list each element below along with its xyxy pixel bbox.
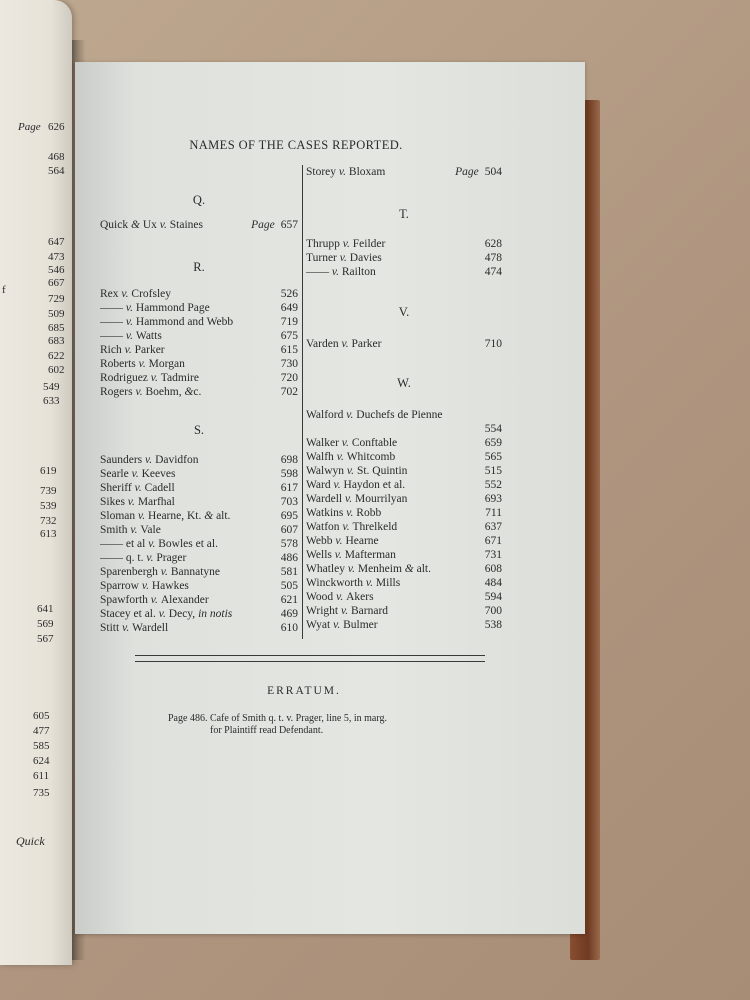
case-name: Rich v. Parker [100, 344, 165, 356]
case-name: Roberts v. Morgan [100, 358, 185, 370]
left-page-number: 569 [37, 618, 54, 630]
case-page-group [485, 576, 502, 590]
case-page-group [281, 371, 298, 385]
case-page-group [485, 506, 502, 520]
left-page-number: 685 [48, 322, 65, 334]
case-name: Walford v. Duchefs de Pienne [306, 409, 443, 421]
case-entry [306, 562, 502, 576]
case-page-group [281, 565, 298, 579]
case-name: Smith v. Vale [100, 524, 161, 536]
case-page-number: 657 [280, 219, 298, 231]
case-name: Walker v. Conftable [306, 437, 398, 449]
left-page-number: 549 [43, 381, 60, 393]
case-page-number: 581 [280, 566, 298, 578]
left-page-number: 729 [48, 293, 65, 305]
case-page-number: 671 [484, 535, 502, 547]
case-entry [100, 371, 298, 385]
case-page-group [281, 287, 298, 301]
case-page-number: 617 [280, 482, 298, 494]
case-page-number: 505 [280, 580, 298, 592]
left-page-catchword: Quick [16, 834, 45, 848]
case-page-number: 700 [484, 605, 502, 617]
case-page-number: 730 [280, 358, 298, 370]
case-name: Sloman v. Hearne, Kt. & alt. [100, 510, 231, 522]
case-entry [100, 579, 298, 593]
case-name: Varden v. Parker [306, 338, 382, 350]
case-entry [100, 315, 298, 329]
case-name: —— v. Hammond Page [100, 302, 210, 314]
case-name: Walwyn v. St. Quintin [306, 465, 408, 477]
case-page-group [455, 165, 502, 179]
case-entry [306, 450, 502, 464]
left-page-number: 567 [37, 633, 54, 645]
case-page-number: 711 [485, 507, 502, 519]
case-entry [306, 251, 502, 265]
section-letter: Q. [192, 193, 206, 207]
left-page-number: 735 [33, 787, 50, 799]
case-entry [100, 607, 298, 621]
case-page-group [485, 604, 502, 618]
case-page-group [281, 593, 298, 607]
left-page-number: 605 [33, 710, 50, 722]
case-page-number: 731 [484, 549, 502, 561]
case-name: Stacey et al. v. Decy, in notis [100, 608, 233, 620]
case-entry [100, 621, 298, 635]
left-page [0, 0, 72, 965]
case-name: Winckworth v. Mills [306, 577, 401, 589]
case-entry [306, 265, 502, 279]
left-page-number: 611 [33, 770, 50, 782]
case-page-number: 486 [280, 552, 298, 564]
case-page-number: 649 [280, 302, 298, 314]
case-page-group [281, 509, 298, 523]
case-page-group [281, 343, 298, 357]
case-entry [100, 218, 298, 232]
case-page-group [281, 467, 298, 481]
case-name: Wyat v. Bulmer [306, 619, 378, 631]
case-entry [100, 537, 298, 551]
case-page-group [485, 548, 502, 562]
case-page-number: 578 [280, 538, 298, 550]
section-letter: V. [398, 305, 410, 319]
case-name: Whatley v. Menheim & alt. [306, 563, 431, 575]
case-entry [100, 385, 298, 399]
left-page-number: 613 [40, 528, 57, 540]
section-letter: R. [193, 260, 205, 274]
case-page-number: 474 [484, 266, 502, 278]
left-page-number: 739 [40, 485, 57, 497]
case-page-group [281, 329, 298, 343]
case-name: Sparenbergh v. Bannatyne [100, 566, 220, 578]
case-page-number: 703 [280, 496, 298, 508]
case-entry [306, 464, 502, 478]
case-entry [306, 604, 502, 618]
case-entry [100, 329, 298, 343]
case-page-group [485, 562, 502, 576]
case-name: Ward v. Haydon et al. [306, 479, 406, 491]
case-page-group [485, 251, 502, 265]
erratum-heading: ERRATUM. [267, 685, 341, 697]
case-name: Quick & Ux v. Staines [100, 219, 203, 231]
case-name: —— v. Railton [306, 266, 376, 278]
case-page-group [485, 237, 502, 251]
section-letter: T. [399, 207, 409, 221]
case-name: Wardell v. Mourrilyan [306, 493, 408, 505]
case-page-number: 598 [280, 468, 298, 480]
case-page-number: 515 [484, 465, 502, 477]
case-name: —— v. Hammond and Webb [100, 316, 234, 328]
left-page-fragment: f [2, 284, 6, 296]
case-name: Watkins v. Robb [306, 507, 382, 519]
case-page-group [281, 385, 298, 399]
case-page-number: 526 [280, 288, 298, 300]
case-page-number: 675 [280, 330, 298, 342]
case-page-number: 637 [484, 521, 502, 533]
case-page-number: 554 [484, 423, 502, 435]
rule-lower [135, 661, 485, 662]
left-page-number: 473 [48, 251, 65, 263]
case-page-number: 702 [280, 386, 298, 398]
case-page-group [281, 523, 298, 537]
case-page-group [281, 301, 298, 315]
page-label: Page [251, 219, 275, 231]
case-page-number: 469 [280, 608, 298, 620]
left-page-number: 602 [48, 364, 65, 376]
case-name: —— v. Watts [100, 330, 162, 342]
page-label: Page [455, 166, 479, 178]
case-page-number: 719 [280, 316, 298, 328]
left-page-number: 564 [48, 165, 65, 177]
case-name: —— q. t. v. Prager [100, 552, 187, 564]
erratum-line-2: for Plaintiff read Defendant. [210, 725, 324, 736]
case-page-group [485, 436, 502, 450]
column-divider [302, 165, 303, 639]
case-page-group [485, 265, 502, 279]
case-page-number: 695 [280, 510, 298, 522]
case-entry [100, 565, 298, 579]
case-name: Wood v. Akers [306, 591, 374, 603]
case-page-number: 693 [484, 493, 502, 505]
case-page-number: 610 [280, 622, 298, 634]
case-entry [306, 590, 502, 604]
page-title: NAMES OF THE CASES REPORTED. [189, 138, 403, 152]
case-page-group [281, 607, 298, 621]
case-page-number: 659 [484, 437, 502, 449]
left-page-number: 641 [37, 603, 54, 615]
case-entry [306, 422, 502, 436]
case-entry [306, 408, 502, 422]
case-page-number: 628 [484, 238, 502, 250]
case-page-group [485, 534, 502, 548]
case-entry [100, 509, 298, 523]
left-page-number: 477 [33, 725, 50, 737]
case-name: Rex v. Crofsley [100, 288, 172, 300]
left-page-number: 468 [48, 151, 65, 163]
case-page-number: 608 [484, 563, 502, 575]
case-entry [100, 301, 298, 315]
rule-upper [135, 655, 485, 656]
case-entry [100, 523, 298, 537]
case-name: Sheriff v. Cadell [100, 482, 175, 494]
case-entry [306, 534, 502, 548]
case-page-number: 565 [484, 451, 502, 463]
case-entry [306, 506, 502, 520]
case-entry [100, 287, 298, 301]
case-page-number: 710 [484, 338, 502, 350]
case-name: Watfon v. Threlkeld [306, 521, 398, 533]
case-page-number: 621 [280, 594, 298, 606]
left-page-number: 667 [48, 277, 65, 289]
case-entry [100, 357, 298, 371]
case-name: Sparrow v. Hawkes [100, 580, 189, 592]
left-page-number: 647 [48, 236, 65, 248]
case-entry [100, 593, 298, 607]
case-name: Wells v. Mafterman [306, 549, 396, 561]
case-page-group [485, 450, 502, 464]
case-page-group [485, 590, 502, 604]
case-page-group [281, 357, 298, 371]
case-name: Thrupp v. Feilder [306, 238, 386, 250]
case-page-number: 552 [484, 479, 502, 491]
section-letter: S. [193, 423, 205, 437]
case-page-number: 504 [484, 166, 502, 178]
section-letter: W. [397, 376, 411, 390]
left-page-number: 509 [48, 308, 65, 320]
case-page-group [485, 337, 502, 351]
case-page-group [251, 218, 298, 232]
left-page-number: 633 [43, 395, 60, 407]
case-name: Spawforth v. Alexander [100, 594, 209, 606]
case-page-number: 538 [484, 619, 502, 631]
case-entry [100, 551, 298, 565]
case-entry [100, 453, 298, 467]
left-page-number: 546 [48, 264, 65, 276]
case-name: Rogers v. Boehm, &c. [100, 386, 202, 398]
case-name: Turner v. Davies [306, 252, 382, 264]
left-page-number: 683 [48, 335, 65, 347]
left-page-number: 585 [33, 740, 50, 752]
left-page-number: 626 [48, 121, 65, 133]
case-name: Walfh v. Whitcomb [306, 451, 396, 463]
left-page-number: 622 [48, 350, 65, 362]
case-entry [306, 492, 502, 506]
case-page-number: 594 [484, 591, 502, 603]
case-page-group [281, 495, 298, 509]
case-name: Stitt v. Wardell [100, 622, 169, 634]
case-page-group [281, 481, 298, 495]
case-name: Searle v. Keeves [100, 468, 176, 480]
case-entry [100, 495, 298, 509]
case-entry [306, 478, 502, 492]
case-page-group [485, 520, 502, 534]
case-page-number: 607 [280, 524, 298, 536]
erratum-line-1: Page 486. Cafe of Smith q. t. v. Prager, line 5, in marg. [168, 713, 388, 724]
case-name: Wright v. Barnard [306, 605, 389, 617]
left-page-label: Page [18, 121, 41, 133]
case-page-group [485, 618, 502, 632]
case-name: —— et al v. Bowles et al. [100, 538, 218, 550]
left-page-number: 619 [40, 465, 57, 477]
case-entry [306, 436, 502, 450]
case-name: Webb v. Hearne [306, 535, 379, 547]
case-page-group [281, 537, 298, 551]
case-page-group [485, 492, 502, 506]
case-page-group [281, 551, 298, 565]
case-entry [306, 165, 502, 179]
case-page-group [281, 579, 298, 593]
left-page-number: 539 [40, 500, 57, 512]
case-entry [306, 548, 502, 562]
case-entry [100, 343, 298, 357]
case-entry [100, 481, 298, 495]
case-entry [306, 337, 502, 351]
case-page-group [485, 478, 502, 492]
case-page-number: 698 [280, 454, 298, 466]
case-entry [306, 618, 502, 632]
case-entry [306, 520, 502, 534]
case-name: Storey v. Bloxam [306, 166, 386, 178]
case-page-number: 720 [280, 372, 298, 384]
case-name: Saunders v. Davidfon [100, 454, 199, 466]
case-page-group [281, 315, 298, 329]
case-entry [306, 237, 502, 251]
case-entry [100, 467, 298, 481]
left-page-number: 732 [40, 515, 57, 527]
case-page-group [281, 621, 298, 635]
case-page-group [281, 453, 298, 467]
case-page-group [485, 422, 502, 436]
case-name: Rodriguez v. Tadmire [100, 372, 199, 384]
left-page-number: 624 [33, 755, 50, 767]
case-page-group [485, 464, 502, 478]
case-name: Sikes v. Marfhal [100, 496, 175, 508]
case-page-number: 478 [484, 252, 502, 264]
case-page-number: 484 [484, 577, 502, 589]
case-entry [306, 576, 502, 590]
case-page-number: 615 [280, 344, 298, 356]
